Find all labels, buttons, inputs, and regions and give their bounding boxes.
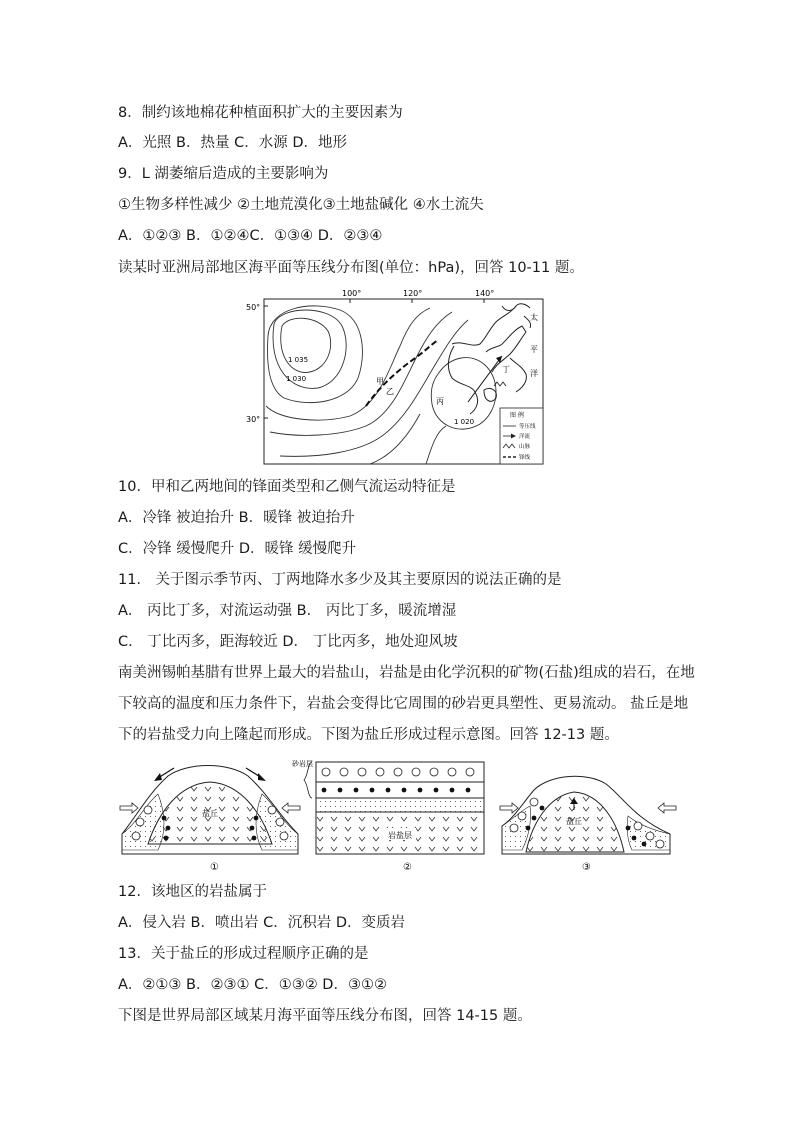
q11-options-2: C． 丁比丙多，距海较近 D． 丁比丙多，地处迎风坡	[118, 634, 458, 650]
q8-stem: 8．制约该地棉花种植面积扩大的主要因素为	[118, 105, 403, 121]
legend-title: 图 例	[510, 412, 524, 419]
iso-1035-label: 1 035	[288, 356, 309, 364]
label-bing: 丙	[436, 397, 444, 406]
rock-salt-layer-label: 岩盐层	[388, 831, 412, 840]
coastline	[448, 304, 530, 414]
intro-14-15: 下图是世界局部区域某月海平面等压线分布图，回答 14-15 题。	[118, 1008, 532, 1024]
lat-50-label: 50°	[246, 303, 261, 312]
sandstone-layer-label: 砂岩层	[292, 760, 313, 768]
label-jia: 甲	[376, 377, 384, 386]
intro-12-13-line1: 南美洲锡帕基腊有世界上最大的岩盐山，岩盐是由化学沉积的矿物(石盐)组成的岩石，在地	[118, 665, 695, 681]
intro-12-13-line2: 下较高的温度和压力条件下，岩盐会变得比它周围的砂岩更具塑性、更易流动。 盐丘是地	[118, 696, 689, 712]
q12-options: A．侵入岩 B．喷出岩 C．沉积岩 D．变质岩	[118, 915, 405, 931]
legend-isobar: 等压线	[519, 424, 536, 430]
pressure-map-figure	[240, 286, 546, 466]
map-legend	[500, 408, 543, 464]
q13-options: A．②①③ B．②③① C．①③② D．③①②	[118, 977, 387, 993]
lon-140-label: 140°	[475, 289, 495, 298]
salt-dome-label-3: 盐丘	[566, 817, 582, 826]
ocean-label-1: 太	[530, 313, 538, 322]
q11-stem: 11． 关于图示季节丙、丁两地降水多少及其主要原因的说法正确的是	[118, 572, 562, 588]
q13-stem: 13．关于盐丘的形成过程顺序正确的是	[118, 946, 369, 962]
iso-1030-label: 1 030	[286, 375, 307, 383]
q8-options: A．光照 B．热量 C．水源 D．地形	[118, 135, 347, 151]
ocean-label-3: 洋	[530, 369, 538, 378]
q12-stem: 12．该地区的岩盐属于	[118, 884, 267, 900]
front-line	[366, 340, 438, 406]
q10-options-2: C．冷锋 缓慢爬升 D．暖锋 缓慢爬升	[118, 541, 357, 557]
panel-3-diagram	[500, 776, 676, 854]
q10-stem: 10．甲和乙两地间的锋面类型和乙侧气流运动特征是	[118, 479, 456, 495]
panel-3-label: ③	[582, 862, 591, 873]
legend-mountain: 山脉	[519, 444, 531, 450]
salt-dome-figure	[118, 754, 684, 876]
salt-dome-label-1: 盐丘	[202, 809, 218, 818]
label-yi: 乙	[386, 387, 394, 396]
q10-options-1: A．冷锋 被迫抬升 B．暖锋 被迫抬升	[118, 510, 355, 526]
legend-current: 洋流	[519, 434, 531, 440]
legend-front: 锋线	[519, 455, 531, 461]
panel-2-label: ②	[403, 862, 412, 873]
panel-1-diagram	[120, 766, 300, 855]
lon-100-label: 100°	[342, 289, 362, 298]
panel-1-label: ①	[210, 862, 219, 873]
q9-options: A．①②③ B．①②④C．①③④ D．②③④	[118, 228, 383, 244]
q11-options-1: A． 丙比丁多，对流运动强 B． 丙比丁多，暖流增湿	[118, 603, 457, 619]
intro-10-11: 读某时亚洲局部地区海平面等压线分布图(单位：hPa)，回答 10-11 题。	[118, 260, 584, 276]
lat-30-label: 30°	[246, 415, 261, 424]
q9-items: ①生物多样性减少 ②土地荒漠化③土地盐碱化 ④水土流失	[118, 197, 484, 213]
ocean-label-2: 平	[530, 345, 538, 354]
label-ding: 丁	[502, 365, 510, 374]
intro-12-13-line3: 下的岩盐受力向上隆起而形成。下图为盐丘形成过程示意图。回答 12-13 题。	[118, 727, 619, 743]
panel-2-diagram	[304, 762, 484, 854]
q9-stem: 9．L 湖萎缩后造成的主要影响为	[118, 166, 329, 182]
iso-1020-label: 1 020	[454, 418, 475, 426]
lon-120-label: 120°	[403, 289, 423, 298]
